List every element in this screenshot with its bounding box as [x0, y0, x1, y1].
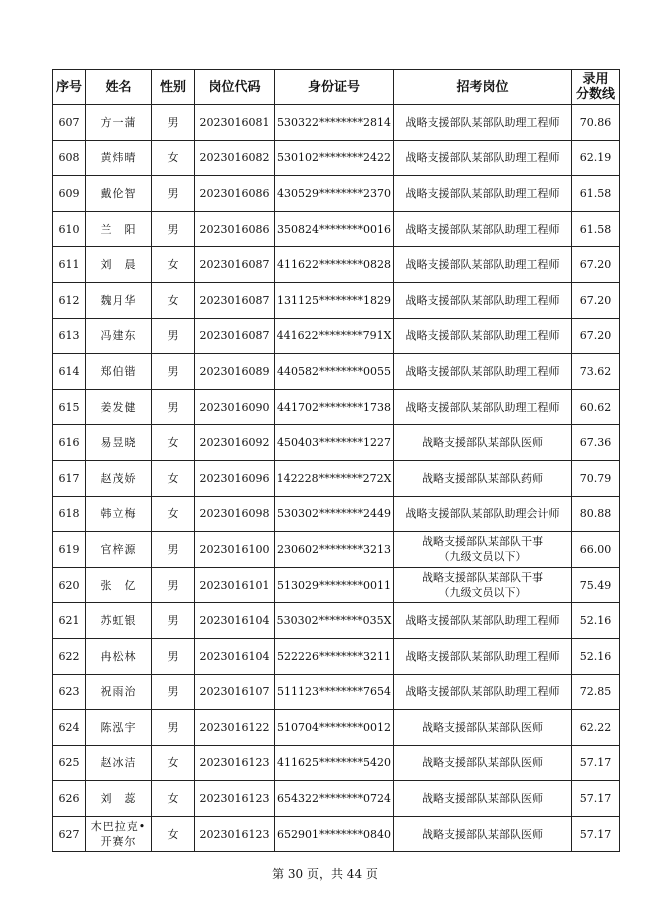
cell-seq: 619 [53, 532, 86, 568]
table-row [53, 674, 620, 710]
cell-seq: 608 [53, 140, 86, 176]
cell-score: 61.58 [572, 211, 620, 247]
cell-score: 67.20 [572, 247, 620, 283]
cell-post-code: 2023016087 [195, 247, 275, 283]
table-row [53, 140, 620, 176]
cell-name: 木巴拉克• 开赛尔 [86, 816, 152, 852]
cell-score: 52.16 [572, 603, 620, 639]
cell-score: 62.19 [572, 140, 620, 176]
cell-post-code: 2023016100 [195, 532, 275, 568]
table-row [53, 816, 620, 852]
cell-name: 兰 阳 [86, 211, 152, 247]
cell-name: 魏月华 [86, 282, 152, 318]
page-footer: 第 30 页，共 44 页 [272, 867, 378, 881]
cell-position: 战略支援部队某部队助理工程师 [394, 140, 572, 176]
cell-position: 战略支援部队某部队医师 [394, 710, 572, 746]
cell-gender: 女 [152, 460, 195, 496]
cell-id-number: 530302********035X [275, 603, 394, 639]
cell-position: 战略支援部队某部队助理工程师 [394, 318, 572, 354]
cell-name: 戴伦智 [86, 176, 152, 212]
cell-gender: 女 [152, 247, 195, 283]
cell-score: 75.49 [572, 567, 620, 603]
cell-seq: 627 [53, 816, 86, 852]
table-row [53, 282, 620, 318]
cell-gender: 男 [152, 603, 195, 639]
cell-name: 官梓源 [86, 532, 152, 568]
cell-post-code: 2023016086 [195, 176, 275, 212]
cell-post-code: 2023016098 [195, 496, 275, 532]
cell-seq: 623 [53, 674, 86, 710]
cell-gender: 男 [152, 567, 195, 603]
cell-position: 战略支援部队某部队医师 [394, 425, 572, 461]
cell-name: 冉松林 [86, 638, 152, 674]
cell-id-number: 530322********2814 [275, 105, 394, 141]
cell-name: 苏虹银 [86, 603, 152, 639]
header-row [53, 70, 620, 105]
cell-post-code: 2023016081 [195, 105, 275, 141]
cell-score: 52.16 [572, 638, 620, 674]
cell-gender: 男 [152, 354, 195, 390]
cell-seq: 622 [53, 638, 86, 674]
cell-gender: 男 [152, 674, 195, 710]
cell-gender: 男 [152, 318, 195, 354]
cell-position: 战略支援部队某部队助理工程师 [394, 354, 572, 390]
cell-gender: 女 [152, 496, 195, 532]
cell-score: 57.17 [572, 781, 620, 817]
cell-position: 战略支援部队某部队助理会计师 [394, 496, 572, 532]
cell-post-code: 2023016087 [195, 318, 275, 354]
cell-id-number: 131125********1829 [275, 282, 394, 318]
cell-gender: 男 [152, 176, 195, 212]
cell-post-code: 2023016107 [195, 674, 275, 710]
cell-post-code: 2023016123 [195, 816, 275, 852]
cell-seq: 617 [53, 460, 86, 496]
cell-score: 70.79 [572, 460, 620, 496]
cell-post-code: 2023016086 [195, 211, 275, 247]
cell-id-number: 440582********0055 [275, 354, 394, 390]
header-score: 录用 分数线 [572, 70, 620, 105]
cell-post-code: 2023016123 [195, 745, 275, 781]
cell-score: 70.86 [572, 105, 620, 141]
table-row [53, 425, 620, 461]
cell-gender: 女 [152, 282, 195, 318]
table-row [53, 603, 620, 639]
cell-seq: 609 [53, 176, 86, 212]
cell-position: 战略支援部队某部队助理工程师 [394, 176, 572, 212]
cell-score: 72.85 [572, 674, 620, 710]
cell-position: 战略支援部队某部队医师 [394, 781, 572, 817]
cell-name: 赵冰洁 [86, 745, 152, 781]
cell-id-number: 510704********0012 [275, 710, 394, 746]
cell-score: 57.17 [572, 816, 620, 852]
cell-seq: 618 [53, 496, 86, 532]
cell-name: 方一蒲 [86, 105, 152, 141]
table-row [53, 567, 620, 603]
table-row [53, 211, 620, 247]
cell-id-number: 350824********0016 [275, 211, 394, 247]
cell-name: 郑伯锴 [86, 354, 152, 390]
header-post-code: 岗位代码 [195, 70, 275, 105]
results-table [52, 69, 620, 852]
cell-score: 60.62 [572, 389, 620, 425]
cell-post-code: 2023016123 [195, 781, 275, 817]
table-row [53, 745, 620, 781]
cell-name: 赵茂娇 [86, 460, 152, 496]
cell-name: 刘 晨 [86, 247, 152, 283]
cell-name: 冯建东 [86, 318, 152, 354]
cell-id-number: 411622********0828 [275, 247, 394, 283]
cell-id-number: 654322********0724 [275, 781, 394, 817]
table-row [53, 318, 620, 354]
cell-score: 57.17 [572, 745, 620, 781]
cell-post-code: 2023016122 [195, 710, 275, 746]
header-id-number: 身份证号 [275, 70, 394, 105]
table-row [53, 389, 620, 425]
table-row [53, 496, 620, 532]
cell-id-number: 530102********2422 [275, 140, 394, 176]
cell-gender: 男 [152, 105, 195, 141]
cell-id-number: 652901********0840 [275, 816, 394, 852]
table-row [53, 354, 620, 390]
cell-position: 战略支援部队某部队助理工程师 [394, 638, 572, 674]
cell-position: 战略支援部队某部队医师 [394, 816, 572, 852]
table-row [53, 176, 620, 212]
cell-seq: 611 [53, 247, 86, 283]
cell-gender: 女 [152, 781, 195, 817]
table-row [53, 105, 620, 141]
header-name: 姓名 [86, 70, 152, 105]
table-row [53, 247, 620, 283]
cell-seq: 607 [53, 105, 86, 141]
cell-seq: 616 [53, 425, 86, 461]
table-row [53, 638, 620, 674]
header-gender: 性别 [152, 70, 195, 105]
cell-gender: 男 [152, 211, 195, 247]
cell-post-code: 2023016089 [195, 354, 275, 390]
cell-seq: 615 [53, 389, 86, 425]
cell-position: 战略支援部队某部队助理工程师 [394, 211, 572, 247]
cell-post-code: 2023016101 [195, 567, 275, 603]
cell-seq: 625 [53, 745, 86, 781]
cell-id-number: 142228********272X [275, 460, 394, 496]
cell-id-number: 230602********3213 [275, 532, 394, 568]
cell-gender: 女 [152, 425, 195, 461]
cell-score: 66.00 [572, 532, 620, 568]
cell-id-number: 511123********7654 [275, 674, 394, 710]
cell-post-code: 2023016104 [195, 603, 275, 639]
cell-score: 61.58 [572, 176, 620, 212]
cell-gender: 男 [152, 710, 195, 746]
cell-id-number: 513029********0011 [275, 567, 394, 603]
cell-id-number: 411625********5420 [275, 745, 394, 781]
cell-position: 战略支援部队某部队助理工程师 [394, 282, 572, 318]
cell-seq: 612 [53, 282, 86, 318]
cell-gender: 男 [152, 532, 195, 568]
cell-post-code: 2023016090 [195, 389, 275, 425]
cell-position: 战略支援部队某部队干事 （九级文员以下） [394, 532, 572, 568]
cell-score: 67.20 [572, 318, 620, 354]
cell-name: 易昱晓 [86, 425, 152, 461]
cell-position: 战略支援部队某部队干事 （九级文员以下） [394, 567, 572, 603]
cell-seq: 620 [53, 567, 86, 603]
table-row [53, 710, 620, 746]
cell-gender: 女 [152, 745, 195, 781]
cell-post-code: 2023016104 [195, 638, 275, 674]
cell-position: 战略支援部队某部队药师 [394, 460, 572, 496]
cell-name: 姜发健 [86, 389, 152, 425]
cell-position: 战略支援部队某部队助理工程师 [394, 105, 572, 141]
cell-name: 祝雨治 [86, 674, 152, 710]
cell-seq: 626 [53, 781, 86, 817]
cell-gender: 男 [152, 638, 195, 674]
cell-gender: 女 [152, 816, 195, 852]
cell-name: 陈泓宇 [86, 710, 152, 746]
table-row [53, 532, 620, 568]
cell-id-number: 522226********3211 [275, 638, 394, 674]
cell-score: 62.22 [572, 710, 620, 746]
cell-post-code: 2023016087 [195, 282, 275, 318]
cell-post-code: 2023016082 [195, 140, 275, 176]
cell-score: 80.88 [572, 496, 620, 532]
cell-id-number: 430529********2370 [275, 176, 394, 212]
cell-name: 韩立梅 [86, 496, 152, 532]
cell-post-code: 2023016096 [195, 460, 275, 496]
cell-score: 73.62 [572, 354, 620, 390]
cell-seq: 613 [53, 318, 86, 354]
cell-position: 战略支援部队某部队医师 [394, 745, 572, 781]
cell-id-number: 450403********1227 [275, 425, 394, 461]
table-row [53, 460, 620, 496]
cell-id-number: 530302********2449 [275, 496, 394, 532]
cell-position: 战略支援部队某部队助理工程师 [394, 247, 572, 283]
cell-position: 战略支援部队某部队助理工程师 [394, 674, 572, 710]
cell-seq: 621 [53, 603, 86, 639]
cell-position: 战略支援部队某部队助理工程师 [394, 603, 572, 639]
cell-id-number: 441702********1738 [275, 389, 394, 425]
cell-name: 张 亿 [86, 567, 152, 603]
header-seq: 序号 [53, 70, 86, 105]
cell-score: 67.20 [572, 282, 620, 318]
cell-name: 刘 蕊 [86, 781, 152, 817]
cell-gender: 女 [152, 140, 195, 176]
cell-gender: 男 [152, 389, 195, 425]
table-row [53, 781, 620, 817]
header-position: 招考岗位 [394, 70, 572, 105]
cell-seq: 624 [53, 710, 86, 746]
cell-score: 67.36 [572, 425, 620, 461]
cell-id-number: 441622********791X [275, 318, 394, 354]
cell-post-code: 2023016092 [195, 425, 275, 461]
cell-seq: 614 [53, 354, 86, 390]
table-body [53, 105, 620, 852]
cell-name: 黄炜晴 [86, 140, 152, 176]
cell-seq: 610 [53, 211, 86, 247]
cell-position: 战略支援部队某部队助理工程师 [394, 389, 572, 425]
